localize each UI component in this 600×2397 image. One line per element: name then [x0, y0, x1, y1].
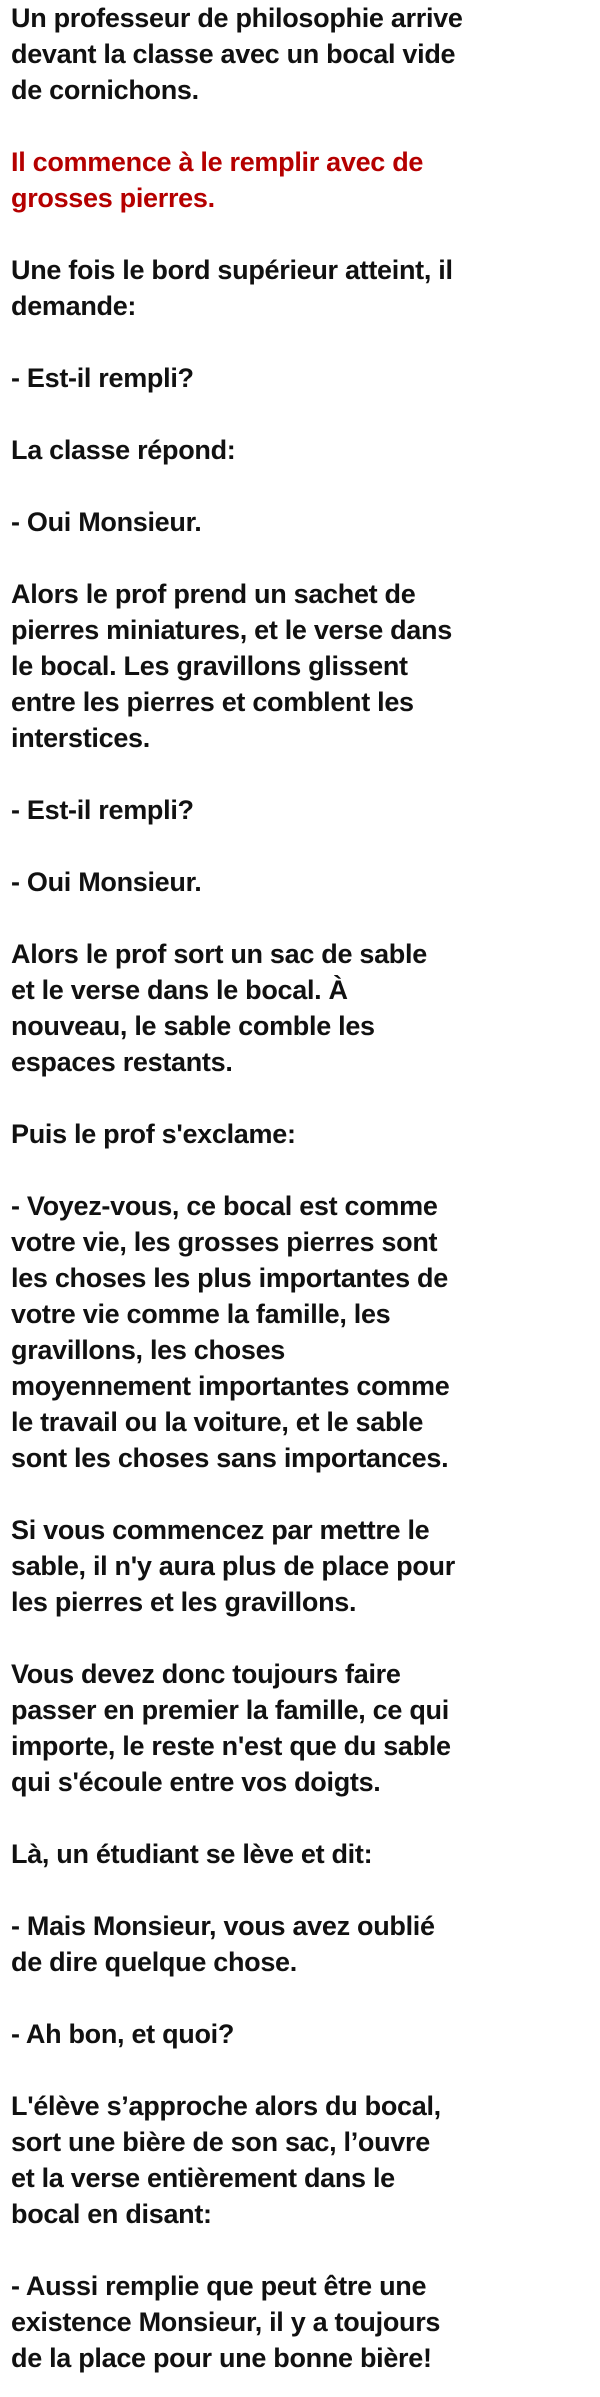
- text-line: le travail ou la voiture, et le sable: [11, 1407, 424, 1437]
- paragraph: [11, 936, 597, 1080]
- text-line: gravillons, les choses: [11, 1335, 286, 1365]
- text-line: Puis le prof s'exclame:: [11, 1119, 296, 1149]
- text-line: les choses les plus importantes de: [11, 1263, 448, 1293]
- story-text: [11, 0, 597, 2376]
- paragraph: [11, 252, 597, 324]
- paragraph: [11, 504, 597, 540]
- text-line: Une fois le bord supérieur atteint, il: [11, 255, 453, 285]
- text-line: - Oui Monsieur.: [11, 507, 202, 537]
- text-line: - Est-il rempli?: [11, 363, 194, 393]
- text-line: de dire quelque chose.: [11, 1947, 297, 1977]
- text-line: - Aussi remplie que peut être une: [11, 2271, 427, 2301]
- text-line: pierres miniatures, et le verse dans: [11, 615, 452, 645]
- text-line: - Oui Monsieur.: [11, 867, 202, 897]
- text-line: Vous devez donc toujours faire: [11, 1659, 401, 1689]
- text-line: Alors le prof sort un sac de sable: [11, 939, 427, 969]
- text-line: et la verse entièrement dans le: [11, 2163, 395, 2193]
- text-line: La classe répond:: [11, 435, 236, 465]
- text-line: bocal en disant:: [11, 2199, 212, 2229]
- text-line: demande:: [11, 291, 137, 321]
- paragraph: [11, 360, 597, 396]
- text-line: - Est-il rempli?: [11, 795, 194, 825]
- text-line: Un professeur de philosophie arrive: [11, 3, 463, 33]
- text-line: et le verse dans le bocal. À: [11, 975, 348, 1005]
- text-line: sont les choses sans importances.: [11, 1443, 449, 1473]
- paragraph: [11, 1512, 597, 1620]
- text-line: Si vous commencez par mettre le: [11, 1515, 430, 1545]
- text-line: moyennement importantes comme: [11, 1371, 450, 1401]
- paragraph: [11, 1836, 597, 1872]
- text-line: de cornichons.: [11, 75, 199, 105]
- paragraph: [11, 576, 597, 756]
- text-line: grosses pierres.: [11, 183, 215, 213]
- text-line: votre vie comme la famille, les: [11, 1299, 391, 1329]
- text-line: Là, un étudiant se lève et dit:: [11, 1839, 373, 1869]
- text-line: votre vie, les grosses pierres sont: [11, 1227, 438, 1257]
- paragraph: [11, 864, 597, 900]
- text-line: sable, il n'y aura plus de place pour: [11, 1551, 455, 1581]
- paragraph: [11, 432, 597, 468]
- text-line: nouveau, le sable comble les: [11, 1011, 375, 1041]
- paragraph: [11, 2268, 597, 2376]
- highlighted-paragraph: [11, 144, 597, 216]
- paragraph: [11, 2016, 597, 2052]
- text-line: L'élève s’approche alors du bocal,: [11, 2091, 441, 2121]
- text-line: qui s'écoule entre vos doigts.: [11, 1767, 381, 1797]
- text-line: entre les pierres et comblent les: [11, 687, 414, 717]
- text-line: existence Monsieur, il y a toujours: [11, 2307, 441, 2337]
- text-line: passer en premier la famille, ce qui: [11, 1695, 449, 1725]
- text-line: de la place pour une bonne bière!: [11, 2343, 432, 2373]
- paragraph: [11, 0, 597, 108]
- text-line: espaces restants.: [11, 1047, 233, 1077]
- paragraph: [11, 1908, 597, 1980]
- paragraph: [11, 1188, 597, 1476]
- paragraph: [11, 2088, 597, 2232]
- text-line: les pierres et les gravillons.: [11, 1587, 357, 1617]
- text-line: interstices.: [11, 723, 150, 753]
- paragraph: [11, 1116, 597, 1152]
- text-line: Alors le prof prend un sachet de: [11, 579, 416, 609]
- text-line: - Mais Monsieur, vous avez oublié: [11, 1911, 435, 1941]
- text-line: importe, le reste n'est que du sable: [11, 1731, 451, 1761]
- text-line: sort une bière de son sac, l’ouvre: [11, 2127, 430, 2157]
- text-line: le bocal. Les gravillons glissent: [11, 651, 408, 681]
- paragraph: [11, 1656, 597, 1800]
- text-line: Il commence à le remplir avec de: [11, 147, 424, 177]
- text-line: devant la classe avec un bocal vide: [11, 39, 456, 69]
- text-line: - Ah bon, et quoi?: [11, 2019, 235, 2049]
- paragraph: [11, 792, 597, 828]
- text-line: - Voyez-vous, ce bocal est comme: [11, 1191, 438, 1221]
